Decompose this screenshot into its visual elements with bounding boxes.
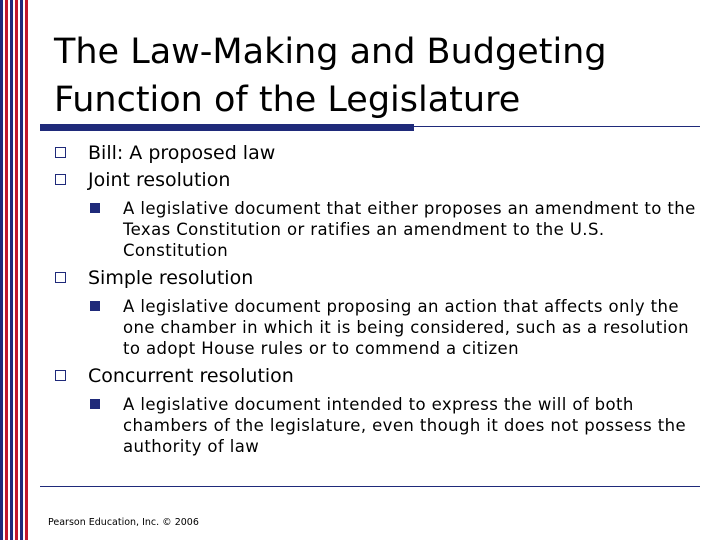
- bullet-item-concurrent-resolution: [52, 363, 712, 390]
- filled-square-bullet-icon: [90, 399, 100, 409]
- sub-bullet-joint-resolution: [52, 198, 712, 261]
- bullet-item-simple-resolution: [52, 265, 712, 292]
- filled-square-bullet-icon: [90, 301, 100, 311]
- sub-bullet-simple-resolution: [52, 296, 712, 359]
- bullet-label: Concurrent resolution: [88, 365, 294, 387]
- hollow-square-bullet-icon: [55, 147, 66, 158]
- bullet-list: [52, 140, 712, 461]
- bullet-label: Bill: A proposed law: [88, 142, 276, 164]
- sub-bullet-text: A legislative document that either proposes an amendment to the Texas Constitution or ratifies an amendment to the U.S. Constitution: [123, 199, 696, 260]
- decorative-side-stripes: [0, 0, 30, 540]
- bullet-label: Simple resolution: [88, 267, 254, 289]
- title-line-1: The Law-Making and Budgeting: [54, 32, 607, 72]
- bullet-label: Joint resolution: [88, 169, 231, 191]
- title-line-2: Function of the Legislature: [54, 80, 521, 120]
- hollow-square-bullet-icon: [55, 370, 66, 381]
- sub-bullet-text: A legislative document intended to express the will of both chambers of the legislature, even though it does not possess the authority of law: [123, 395, 687, 456]
- bullet-item-bill: [52, 140, 712, 167]
- footer-copyright: Pearson Education, Inc. © 2006: [48, 517, 199, 528]
- bullet-item-joint-resolution: [52, 167, 712, 194]
- hollow-square-bullet-icon: [55, 272, 66, 283]
- footer-divider: [40, 486, 700, 487]
- sub-bullet-concurrent-resolution: [52, 394, 712, 457]
- slide-title: [54, 28, 694, 124]
- hollow-square-bullet-icon: [55, 174, 66, 185]
- filled-square-bullet-icon: [90, 203, 100, 213]
- sub-bullet-text: A legislative document proposing an action that affects only the one chamber in which it is being considered, such as a resolution to adopt House rules or to commend a citizen: [123, 297, 690, 358]
- title-divider-thick: [40, 124, 414, 131]
